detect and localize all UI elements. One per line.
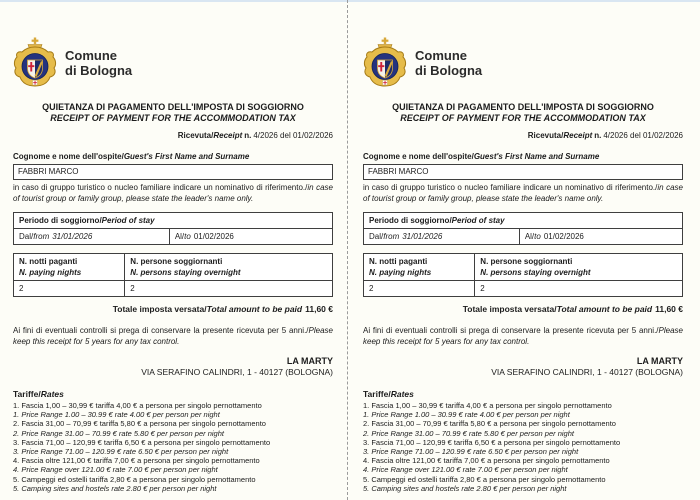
bologna-coat-of-arms-icon bbox=[363, 37, 407, 89]
stay-to-cell bbox=[520, 229, 682, 244]
group-note-it: in caso di gruppo turistico o nucleo familiare indicare un nominativo di riferimento./ bbox=[13, 183, 308, 192]
stay-from-label-it: Dal/ bbox=[369, 232, 384, 241]
cut-dashed-line bbox=[347, 0, 348, 500]
total-label-en: Total amount to be paid bbox=[556, 304, 653, 314]
org-name-line2: di Bologna bbox=[415, 63, 483, 78]
guest-name-label-en: Guest's First Name and Surname bbox=[473, 152, 600, 161]
nights-value-cell bbox=[364, 281, 475, 296]
rates-header-it: Tariffe/ bbox=[363, 389, 391, 399]
stay-header-it: Periodo di soggiorno/ bbox=[369, 216, 452, 225]
rate-line: 5. Campeggi ed ostelli tariffa 2,80 € a persona per singolo pernottamento bbox=[13, 474, 256, 484]
guest-name-field bbox=[363, 164, 683, 180]
guest-name-label bbox=[363, 152, 683, 162]
receipt-number-value: 4/2026 del 01/02/2026 bbox=[253, 131, 333, 140]
stay-from-value: 31/01/2026 bbox=[52, 232, 93, 241]
receipt-label-it: Ricevuta/ bbox=[177, 131, 214, 140]
stay-header-it: Periodo di soggiorno/ bbox=[19, 216, 102, 225]
group-note-en: in case of tourist group or family group, please state the leader's name only. bbox=[363, 183, 684, 203]
receipt-title-italian: QUIETANZA DI PAGAMENTO DELL'IMPOSTA DI SOGGIORNO bbox=[42, 102, 304, 112]
rates-list bbox=[13, 401, 333, 493]
total-value: 11,60 € bbox=[655, 304, 683, 314]
stay-to-cell bbox=[170, 229, 332, 244]
keep-note-en: Please keep this receipt for 5 years for any tax control. bbox=[363, 326, 683, 346]
rates-header-en: Rates bbox=[390, 389, 414, 399]
guest-name-label-it: Cognome e nome dell'ospite/ bbox=[363, 152, 474, 161]
stay-to-label-it: Al/ bbox=[524, 232, 535, 241]
rate-line: 4. Fascia oltre 121,00 € tariffa 7,00 € a persona per singolo pernottamento bbox=[13, 456, 260, 466]
stay-table-header bbox=[364, 213, 510, 228]
rate-line: 1. Fascia 1,00 – 30,99 € tariffa 4,00 € a persona per singolo pernottamento bbox=[13, 401, 262, 410]
org-name bbox=[415, 48, 482, 78]
stay-to-label-it: Al/ bbox=[174, 232, 185, 241]
logo bbox=[363, 37, 683, 89]
guest-name-label-it: Cognome e nome dell'ospite/ bbox=[13, 152, 124, 161]
stay-from-label-it: Dal/ bbox=[19, 232, 34, 241]
rate-line: 4. Price Range over 121.00 € rate 7.00 € per person per night bbox=[363, 465, 568, 475]
rate-line: 3. Price Range 71.00 – 120.99 € rate 6.50 € per person per night bbox=[363, 447, 579, 457]
nights-label-it: N. notti paganti bbox=[369, 257, 428, 266]
counts-table bbox=[363, 253, 683, 297]
total-label-it: Totale imposta versata/ bbox=[462, 304, 557, 314]
receipt-title-english: RECEIPT OF PAYMENT FOR THE ACCOMMODATION TAX bbox=[50, 112, 296, 123]
receipt-number-label: n. bbox=[594, 131, 602, 140]
persons-label-it: N. persone soggiornanti bbox=[130, 257, 223, 266]
nights-header-cell bbox=[364, 254, 475, 280]
total-label-it: Totale imposta versata/ bbox=[112, 304, 207, 314]
stay-header-en: Period of stay bbox=[101, 216, 155, 225]
property-name: LA MARTY bbox=[636, 356, 683, 366]
property-address: VIA SERAFINO CALINDRI, 1 - 40127 (BOLOGNA) bbox=[491, 367, 683, 377]
title-block bbox=[363, 102, 683, 123]
nights-value-cell bbox=[14, 281, 125, 296]
stay-table bbox=[363, 212, 683, 245]
total-value: 11,60 € bbox=[305, 304, 333, 314]
rate-line: 1. Price Range 1.00 – 30.99 € rate 4.00 € per person per night bbox=[13, 410, 220, 420]
receipt-number-value: 4/2026 del 01/02/2026 bbox=[603, 131, 683, 140]
keep-note bbox=[13, 326, 333, 347]
nights-label-en: N. paying nights bbox=[19, 268, 82, 277]
rates-header-en: Rates bbox=[40, 389, 64, 399]
persons-value-cell bbox=[125, 281, 332, 296]
keep-note bbox=[363, 326, 683, 347]
persons-label-it: N. persone soggiornanti bbox=[480, 257, 573, 266]
nights-label-en: N. paying nights bbox=[369, 268, 432, 277]
rate-line: 2. Fascia 31,00 – 70,99 € tariffa 5,80 € a persona per singolo pernottamento bbox=[13, 419, 266, 429]
keep-note-en: Please keep this receipt for 5 years for any tax control. bbox=[13, 326, 333, 346]
receipt-title-english: RECEIPT OF PAYMENT FOR THE ACCOMMODATION TAX bbox=[400, 112, 646, 123]
sheet-left bbox=[13, 0, 333, 500]
nights-header-cell bbox=[14, 254, 125, 280]
rate-line: 1. Fascia 1,00 – 30,99 € tariffa 4,00 € a persona per singolo pernottamento bbox=[363, 401, 612, 410]
rate-line: 5. Camping sites and hostels rate 2.80 € per person per night bbox=[13, 483, 217, 493]
guest-name-value: FABBRI MARCO bbox=[18, 167, 79, 176]
guest-name-label-en: Guest's First Name and Surname bbox=[123, 152, 250, 161]
rates-header-it: Tariffe/ bbox=[13, 389, 41, 399]
stay-from-value: 31/01/2026 bbox=[402, 232, 443, 241]
receipt-number-label: n. bbox=[244, 131, 252, 140]
rates-header bbox=[13, 389, 333, 399]
stay-to-label-en: to bbox=[184, 232, 191, 241]
group-note bbox=[363, 183, 683, 204]
stay-from-cell bbox=[14, 229, 170, 244]
org-name bbox=[65, 48, 132, 78]
rate-line: 3. Fascia 71,00 – 120,99 € tariffa 6,50 € a persona per singolo pernottamento bbox=[13, 437, 271, 447]
receipt-label-en: Receipt bbox=[213, 131, 243, 140]
nights-label-it: N. notti paganti bbox=[19, 257, 78, 266]
total-line bbox=[363, 304, 683, 314]
stay-table bbox=[13, 212, 333, 245]
rates-list bbox=[363, 401, 683, 493]
group-note-it: in caso di gruppo turistico o nucleo familiare indicare un nominativo di riferimento./ bbox=[363, 183, 658, 192]
org-name-line1: Comune bbox=[415, 48, 467, 63]
keep-note-it: Ai fini di eventuali controlli si prega di conservare la presente ricevuta per 5 anni./ bbox=[13, 326, 309, 335]
persons-label-en: N. persons staying overnight bbox=[130, 268, 241, 277]
persons-label-en: N. persons staying overnight bbox=[480, 268, 591, 277]
persons-header-cell bbox=[475, 254, 682, 280]
total-label-en: Total amount to be paid bbox=[206, 304, 303, 314]
nights-value: 2 bbox=[19, 284, 24, 293]
rate-line: 4. Fascia oltre 121,00 € tariffa 7,00 € a persona per singolo pernottamento bbox=[363, 456, 610, 466]
persons-header-cell bbox=[125, 254, 332, 280]
stay-to-value: 01/02/2026 bbox=[543, 232, 584, 241]
rate-line: 5. Camping sites and hostels rate 2.80 € per person per night bbox=[363, 483, 567, 493]
persons-value: 2 bbox=[480, 284, 485, 293]
group-note bbox=[13, 183, 333, 204]
nights-value: 2 bbox=[369, 284, 374, 293]
rate-line: 3. Fascia 71,00 – 120,99 € tariffa 6,50 € a persona per singolo pernottamento bbox=[363, 437, 621, 447]
property-name: LA MARTY bbox=[286, 356, 333, 366]
rate-line: 2. Price Range 31.00 – 70.99 € rate 5.80 € per person per night bbox=[13, 428, 224, 438]
stay-from-label-en: from bbox=[33, 232, 50, 241]
counts-table bbox=[13, 253, 333, 297]
stay-from-cell bbox=[364, 229, 520, 244]
title-block bbox=[13, 102, 333, 123]
receipt-label-en: Receipt bbox=[563, 131, 593, 140]
total-line bbox=[13, 304, 333, 314]
guest-name-label bbox=[13, 152, 333, 162]
bologna-coat-of-arms-icon bbox=[13, 37, 57, 89]
receipt-label-it: Ricevuta/ bbox=[527, 131, 564, 140]
org-name-line1: Comune bbox=[65, 48, 117, 63]
sheet-right bbox=[363, 0, 683, 500]
rate-line: 2. Price Range 31.00 – 70.99 € rate 5.80 € per person per night bbox=[363, 428, 574, 438]
stay-to-value: 01/02/2026 bbox=[193, 232, 234, 241]
rate-line: 5. Campeggi ed ostelli tariffa 2,80 € a persona per singolo pernottamento bbox=[363, 474, 606, 484]
stay-from-label-en: from bbox=[383, 232, 400, 241]
guest-name-value: FABBRI MARCO bbox=[368, 167, 429, 176]
rate-line: 3. Price Range 71.00 – 120.99 € rate 6.50 € per person per night bbox=[13, 447, 229, 457]
stay-header-en: Period of stay bbox=[451, 216, 505, 225]
guest-name-field bbox=[13, 164, 333, 180]
logo bbox=[13, 37, 333, 89]
rates-header bbox=[363, 389, 683, 399]
persons-value-cell bbox=[475, 281, 682, 296]
persons-value: 2 bbox=[130, 284, 135, 293]
rate-line: 4. Price Range over 121.00 € rate 7.00 € per person per night bbox=[13, 465, 218, 475]
receipt-title-italian: QUIETANZA DI PAGAMENTO DELL'IMPOSTA DI SOGGIORNO bbox=[392, 102, 654, 112]
keep-note-it: Ai fini di eventuali controlli si prega di conservare la presente ricevuta per 5 anni./ bbox=[363, 326, 659, 335]
stay-to-label-en: to bbox=[534, 232, 541, 241]
property-address: VIA SERAFINO CALINDRI, 1 - 40127 (BOLOGNA) bbox=[141, 367, 333, 377]
org-name-line2: di Bologna bbox=[65, 63, 133, 78]
rate-line: 2. Fascia 31,00 – 70,99 € tariffa 5,80 € a persona per singolo pernottamento bbox=[363, 419, 616, 429]
rate-line: 1. Price Range 1.00 – 30.99 € rate 4.00 € per person per night bbox=[363, 410, 570, 420]
receipt-number-line bbox=[13, 131, 333, 141]
group-note-en: in case of tourist group or family group, please state the leader's name only. bbox=[13, 183, 334, 203]
receipt-number-line bbox=[363, 131, 683, 141]
stay-table-header bbox=[14, 213, 160, 228]
